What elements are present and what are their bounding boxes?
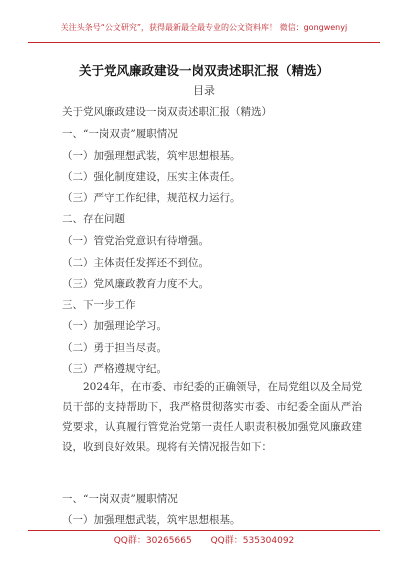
toc-item: （三）严守工作纪律，规范权力运行。 [62, 192, 241, 204]
toc-heading: 目录 [193, 84, 215, 97]
footer-divider [28, 530, 380, 531]
footer [0, 533, 408, 546]
body-paragraph: 2024年，在市委、市纪委的正确领导，在局党组以及全局党员干部的支持帮助下，我严格贯彻落实市委、市纪委全面从严治党要求，认真履行管党治党第一责任人职责积极加强党风廉政建设，收到良好效果。现将有关情况报告如下： [62, 381, 362, 453]
toc-item: （三）党风廉政教育力度不大。 [62, 278, 209, 290]
toc-item: （二）主体责任发挥还不到位。 [62, 257, 209, 269]
header-divider [28, 42, 380, 43]
toc-item: 关于党风廉政建设一岗双责述职汇报（精选） [62, 106, 272, 118]
toc-item: 三、下一步工作 [62, 299, 136, 311]
toc-item: （二）勇于担当尽责。 [62, 342, 167, 354]
footer-qq-group-2: QQ群：535304092 [210, 536, 295, 546]
toc-item: （一）管党治党意识有待增强。 [62, 235, 209, 247]
subsection-heading: （一）加强理想武装，筑牢思想根基。 [62, 514, 241, 526]
header-banner: 关注头条号“公文研究”，获得最新最全最专业的公文资料库！ 微信：gongwenyj [60, 23, 348, 32]
section-heading: 一、“一岗双责”履职情况 [62, 493, 178, 505]
toc-item: （二）强化制度建设，压实主体责任。 [62, 171, 241, 183]
footer-qq-group-1: QQ群：30265665 [113, 536, 192, 546]
toc-item: （三）严格遵规守纪。 [62, 363, 167, 375]
toc-item: （一）加强理论学习。 [62, 320, 167, 332]
document-title: 关于党风廉政建设一岗双责述职汇报（精选） [78, 63, 329, 78]
toc-item: 二、存在问题 [62, 213, 125, 225]
toc-item: 一、“一岗双责”履职情况 [62, 128, 178, 140]
toc-item: （一）加强理想武装，筑牢思想根基。 [62, 150, 241, 162]
